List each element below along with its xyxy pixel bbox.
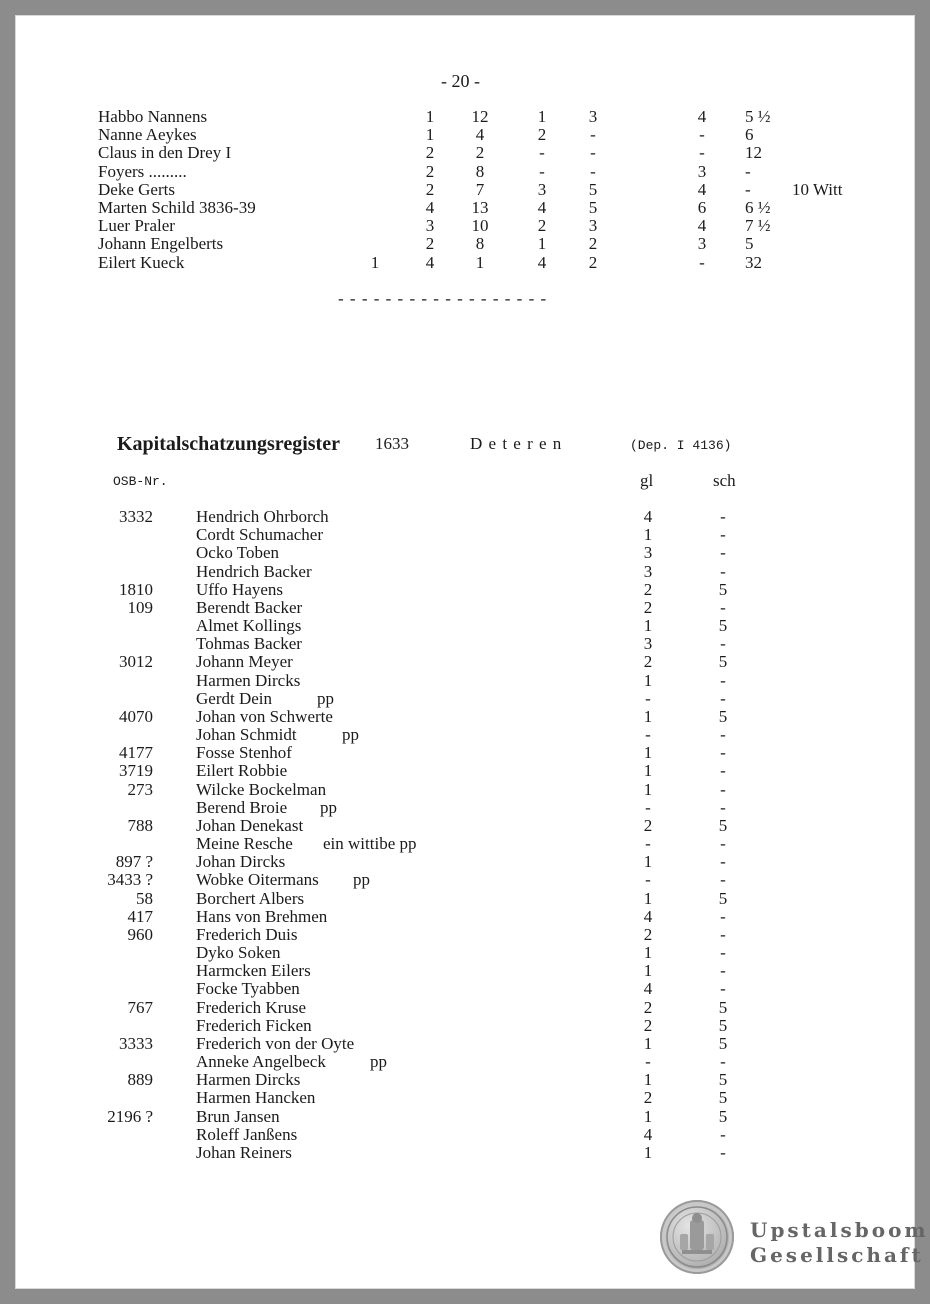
gl-value: 4	[643, 906, 653, 926]
person-name: Frederich Duis	[196, 924, 298, 944]
sch-value: 5	[718, 616, 728, 636]
osb-number: 889	[127, 1070, 153, 1090]
osb-number: 3012	[119, 652, 153, 672]
gl-value: 3	[643, 634, 653, 654]
gl-value: 1	[643, 1142, 653, 1162]
table1-cell-b: 4	[425, 198, 435, 217]
table1-cell-c: 12	[471, 107, 489, 126]
table1-cell-c: 7	[475, 179, 485, 199]
gl-value: 2	[643, 1088, 653, 1108]
person-name: Frederich Kruse	[196, 997, 306, 1017]
gl-value: 3	[643, 561, 653, 581]
osb-number: 3433 ?	[107, 870, 153, 890]
table1-cell-g: 6	[745, 125, 754, 145]
osb-number: 3332	[119, 507, 153, 526]
table1-cell-b: 2	[425, 143, 435, 163]
gl-value: 1	[643, 616, 653, 636]
sch-value: 5	[718, 1070, 728, 1090]
table1-cell-g: 5	[745, 234, 754, 254]
table1-name: Luer Praler	[98, 216, 175, 236]
osb-number: 3719	[119, 761, 153, 781]
person-name: Ocko Toben	[196, 543, 280, 563]
table1-cell-f: 3	[697, 234, 707, 254]
gl-value: 4	[643, 507, 653, 526]
sch-value: 5	[718, 997, 728, 1017]
sch-value: -	[720, 870, 726, 890]
table1-name: Habbo Nannens	[98, 107, 208, 126]
person-name: Johan Schmidt	[196, 725, 297, 745]
table1-cell-b: 1	[425, 107, 435, 126]
sch-value: -	[720, 725, 726, 745]
osb-number: 58	[136, 888, 153, 908]
sch-value: -	[720, 507, 726, 526]
table1-cell-d: -	[539, 143, 545, 163]
table1-cell-h: 10 Witt	[792, 179, 843, 199]
table1-cell-g: 32	[745, 252, 762, 272]
table1-cell-g: 5 ½	[745, 107, 771, 126]
gl-value: 1	[643, 888, 653, 908]
sch-value: -	[720, 543, 726, 563]
register-year: 1633	[375, 434, 409, 453]
table1-cell-e: 3	[588, 216, 598, 236]
gl-value: 1	[643, 670, 653, 690]
table1-name: Deke Gerts	[98, 179, 175, 199]
sch-value: -	[720, 1052, 726, 1072]
sch-value: -	[720, 779, 726, 799]
sch-value: -	[720, 597, 726, 617]
column-header-sch: sch	[713, 471, 736, 490]
person-name: Anneke Angelbeck	[196, 1052, 326, 1072]
person-name: Gerdt Dein	[196, 688, 273, 708]
table1-cell-d: 2	[537, 216, 547, 236]
gl-value: 2	[643, 815, 653, 835]
osb-number: 3333	[119, 1033, 153, 1053]
sch-value: -	[720, 761, 726, 781]
table1-cell-d: 1	[537, 234, 547, 254]
person-name: Cordt Schumacher	[196, 525, 323, 545]
table1-cell-b: 2	[425, 179, 435, 199]
seal-icon	[660, 1200, 734, 1274]
sch-value: -	[720, 797, 726, 817]
table1-cell-b: 3	[425, 216, 435, 236]
section-separator: - - - - - - - - - - - - - - - - - -	[338, 289, 548, 308]
table1-cell-d: -	[539, 161, 545, 181]
gl-value: 1	[643, 525, 653, 545]
sch-value: 5	[718, 1033, 728, 1053]
table1-cell-f: 4	[697, 107, 707, 126]
table1-cell-d: 4	[537, 252, 547, 272]
person-name: Wobke Oitermans	[196, 870, 319, 890]
person-name: Johan von Schwerte	[196, 706, 333, 726]
table1-cell-e: -	[590, 125, 596, 145]
table1-cell-g: -	[745, 161, 751, 181]
person-name: Tohmas Backer	[196, 634, 302, 654]
table1-cell-f: -	[699, 143, 705, 163]
sch-value: -	[720, 979, 726, 999]
sch-value: 5	[718, 888, 728, 908]
table1-cell-e: 2	[588, 234, 598, 254]
person-name: Berendt Backer	[196, 597, 303, 617]
gl-value: 1	[643, 852, 653, 872]
table1-cell-e: -	[590, 143, 596, 163]
sch-value: -	[720, 852, 726, 872]
table1-cell-e: 5	[588, 198, 598, 217]
person-name: Uffo Hayens	[196, 579, 284, 599]
table1-cell-f: 3	[697, 161, 707, 181]
table1-cell-f: 4	[697, 216, 707, 236]
person-name: Hendrich Backer	[196, 561, 312, 581]
table1-cell-b: 2	[425, 161, 435, 181]
person-name: Meine Resche	[196, 834, 293, 854]
register-note: pp	[353, 870, 370, 890]
gl-value: 1	[643, 706, 653, 726]
osb-number: 767	[127, 997, 153, 1017]
register-note: pp	[320, 797, 337, 817]
osb-number: 109	[127, 597, 153, 617]
sch-value: -	[720, 943, 726, 963]
gl-value: 2	[643, 652, 653, 672]
osb-number: 273	[127, 779, 153, 799]
gl-value: 1	[643, 1070, 653, 1090]
page-number: - 20 -	[441, 71, 480, 91]
gl-value: -	[645, 870, 651, 890]
table1-cell-g: 6 ½	[745, 198, 771, 217]
person-name: Johan Denekast	[196, 815, 304, 835]
table1-cell-b: 2	[425, 234, 435, 254]
gl-value: -	[645, 834, 651, 854]
person-name: Johan Reiners	[196, 1142, 292, 1162]
table1-cell-b: 1	[425, 125, 435, 145]
register-title: Kapitalschatzungsregister	[117, 433, 340, 455]
sch-value: -	[720, 743, 726, 763]
gl-value: 1	[643, 1106, 653, 1126]
gl-value: 3	[643, 543, 653, 563]
sch-value: 5	[718, 815, 728, 835]
person-name: Borchert Albers	[196, 888, 305, 908]
sch-value: 5	[718, 706, 728, 726]
gl-value: 1	[643, 761, 653, 781]
table1-cell-f: -	[699, 125, 705, 145]
person-name: Harmen Dircks	[196, 670, 301, 690]
person-name: Roleff Janßens	[196, 1124, 298, 1144]
table1-cell-a: 1	[370, 252, 380, 272]
register-note: pp	[342, 725, 359, 745]
gl-value: 1	[643, 961, 653, 981]
column-header-gl: gl	[640, 471, 654, 490]
person-name: Almet Kollings	[196, 616, 302, 636]
gl-value: -	[645, 725, 651, 745]
table1-cell-d: 4	[537, 198, 547, 217]
osb-number: 2196 ?	[107, 1106, 153, 1126]
table1-cell-g: 7 ½	[745, 216, 771, 236]
gl-value: 1	[643, 1033, 653, 1053]
gl-value: 2	[643, 597, 653, 617]
table1-cell-c: 8	[475, 161, 485, 181]
register-reference: (Dep. I 4136)	[630, 438, 732, 453]
person-name: Johann Meyer	[196, 652, 293, 672]
sch-value: -	[720, 688, 726, 708]
table1-cell-c: 2	[475, 143, 485, 163]
table1-cell-f: 6	[697, 198, 707, 217]
sch-value: -	[720, 670, 726, 690]
gl-value: 1	[643, 943, 653, 963]
table1-cell-d: 3	[537, 179, 547, 199]
gl-value: 2	[643, 924, 653, 944]
table1-cell-d: 2	[537, 125, 547, 145]
osb-number: 417	[127, 906, 153, 926]
table1-cell-e: 2	[588, 252, 598, 272]
table1-name: Claus in den Drey I	[98, 143, 232, 163]
osb-number: 897 ?	[115, 852, 153, 872]
gl-value: -	[645, 1052, 651, 1072]
table1-cell-f: -	[699, 252, 705, 272]
register-note: pp	[317, 688, 334, 708]
person-name: Dyko Soken	[196, 943, 281, 963]
table1-name: Johann Engelberts	[98, 234, 224, 254]
table1-name: Marten Schild 3836-39	[98, 198, 256, 217]
table1-cell-c: 13	[471, 198, 489, 217]
table1-cell-c: 8	[475, 234, 485, 254]
sch-value: -	[720, 561, 726, 581]
person-name: Harmcken Eilers	[196, 961, 311, 981]
watermark-line2: Gesellschaft	[750, 1243, 924, 1267]
person-name: Hans von Brehmen	[196, 906, 328, 926]
osb-number: 4070	[119, 706, 153, 726]
person-name: Frederich von der Oyte	[196, 1033, 355, 1053]
sch-value: -	[720, 961, 726, 981]
person-name: Focke Tyabben	[196, 979, 300, 999]
sch-value: -	[720, 834, 726, 854]
table1-cell-c: 4	[475, 125, 485, 145]
gl-value: -	[645, 688, 651, 708]
person-name: Berend Broie	[196, 797, 288, 817]
sch-value: 5	[718, 579, 728, 599]
person-name: Wilcke Bockelman	[196, 779, 327, 799]
register-note: pp	[370, 1052, 387, 1072]
person-name: Harmen Dircks	[196, 1070, 301, 1090]
register-note: ein wittibe pp	[323, 834, 417, 854]
gl-value: 1	[643, 779, 653, 799]
column-header-osb: OSB-Nr.	[113, 474, 168, 489]
person-name: Johan Dircks	[196, 852, 286, 872]
table1-cell-f: 4	[697, 179, 707, 199]
table1-cell-e: 5	[588, 179, 598, 199]
sch-value: 5	[718, 1106, 728, 1126]
table1-name: Nanne Aeykes	[98, 125, 197, 145]
sch-value: -	[720, 634, 726, 654]
table1-cell-e: 3	[588, 107, 598, 126]
osb-number: 960	[127, 924, 153, 944]
gl-value: 2	[643, 997, 653, 1017]
gl-value: 4	[643, 1124, 653, 1144]
table1-cell-d: 1	[537, 107, 547, 126]
person-name: Hendrich Ohrborch	[196, 507, 329, 526]
gl-value: 4	[643, 979, 653, 999]
table1-cell-b: 4	[425, 252, 435, 272]
sch-value: 5	[718, 1015, 728, 1035]
sch-value: -	[720, 1142, 726, 1162]
gl-value: 1	[643, 743, 653, 763]
person-name: Brun Jansen	[196, 1106, 280, 1126]
table1-cell-g: -	[745, 179, 751, 199]
gl-value: 2	[643, 579, 653, 599]
osb-number: 4177	[119, 743, 153, 763]
osb-number: 1810	[119, 579, 153, 599]
table1-cell-c: 10	[471, 216, 489, 236]
sch-value: -	[720, 1124, 726, 1144]
document-page	[15, 15, 929, 1289]
person-name: Harmen Hancken	[196, 1088, 316, 1108]
person-name: Eilert Robbie	[196, 761, 288, 781]
gl-value: -	[645, 797, 651, 817]
sch-value: -	[720, 924, 726, 944]
sch-value: -	[720, 525, 726, 545]
sch-value: 5	[718, 652, 728, 672]
table1-cell-c: 1	[475, 252, 485, 272]
table1-name: Eilert Kueck	[98, 252, 185, 272]
osb-number: 788	[127, 815, 153, 835]
person-name: Frederich Ficken	[196, 1015, 312, 1035]
register-place: D e t e r e n	[470, 434, 563, 453]
watermark-line1: Upstalsboom	[750, 1218, 929, 1242]
table1-name: Foyers .........	[98, 161, 187, 181]
person-name: Fosse Stenhof	[196, 743, 292, 763]
table1-cell-g: 12	[745, 143, 762, 163]
sch-value: 5	[718, 1088, 728, 1108]
table1-cell-e: -	[590, 161, 596, 181]
sch-value: -	[720, 906, 726, 926]
gl-value: 2	[643, 1015, 653, 1035]
